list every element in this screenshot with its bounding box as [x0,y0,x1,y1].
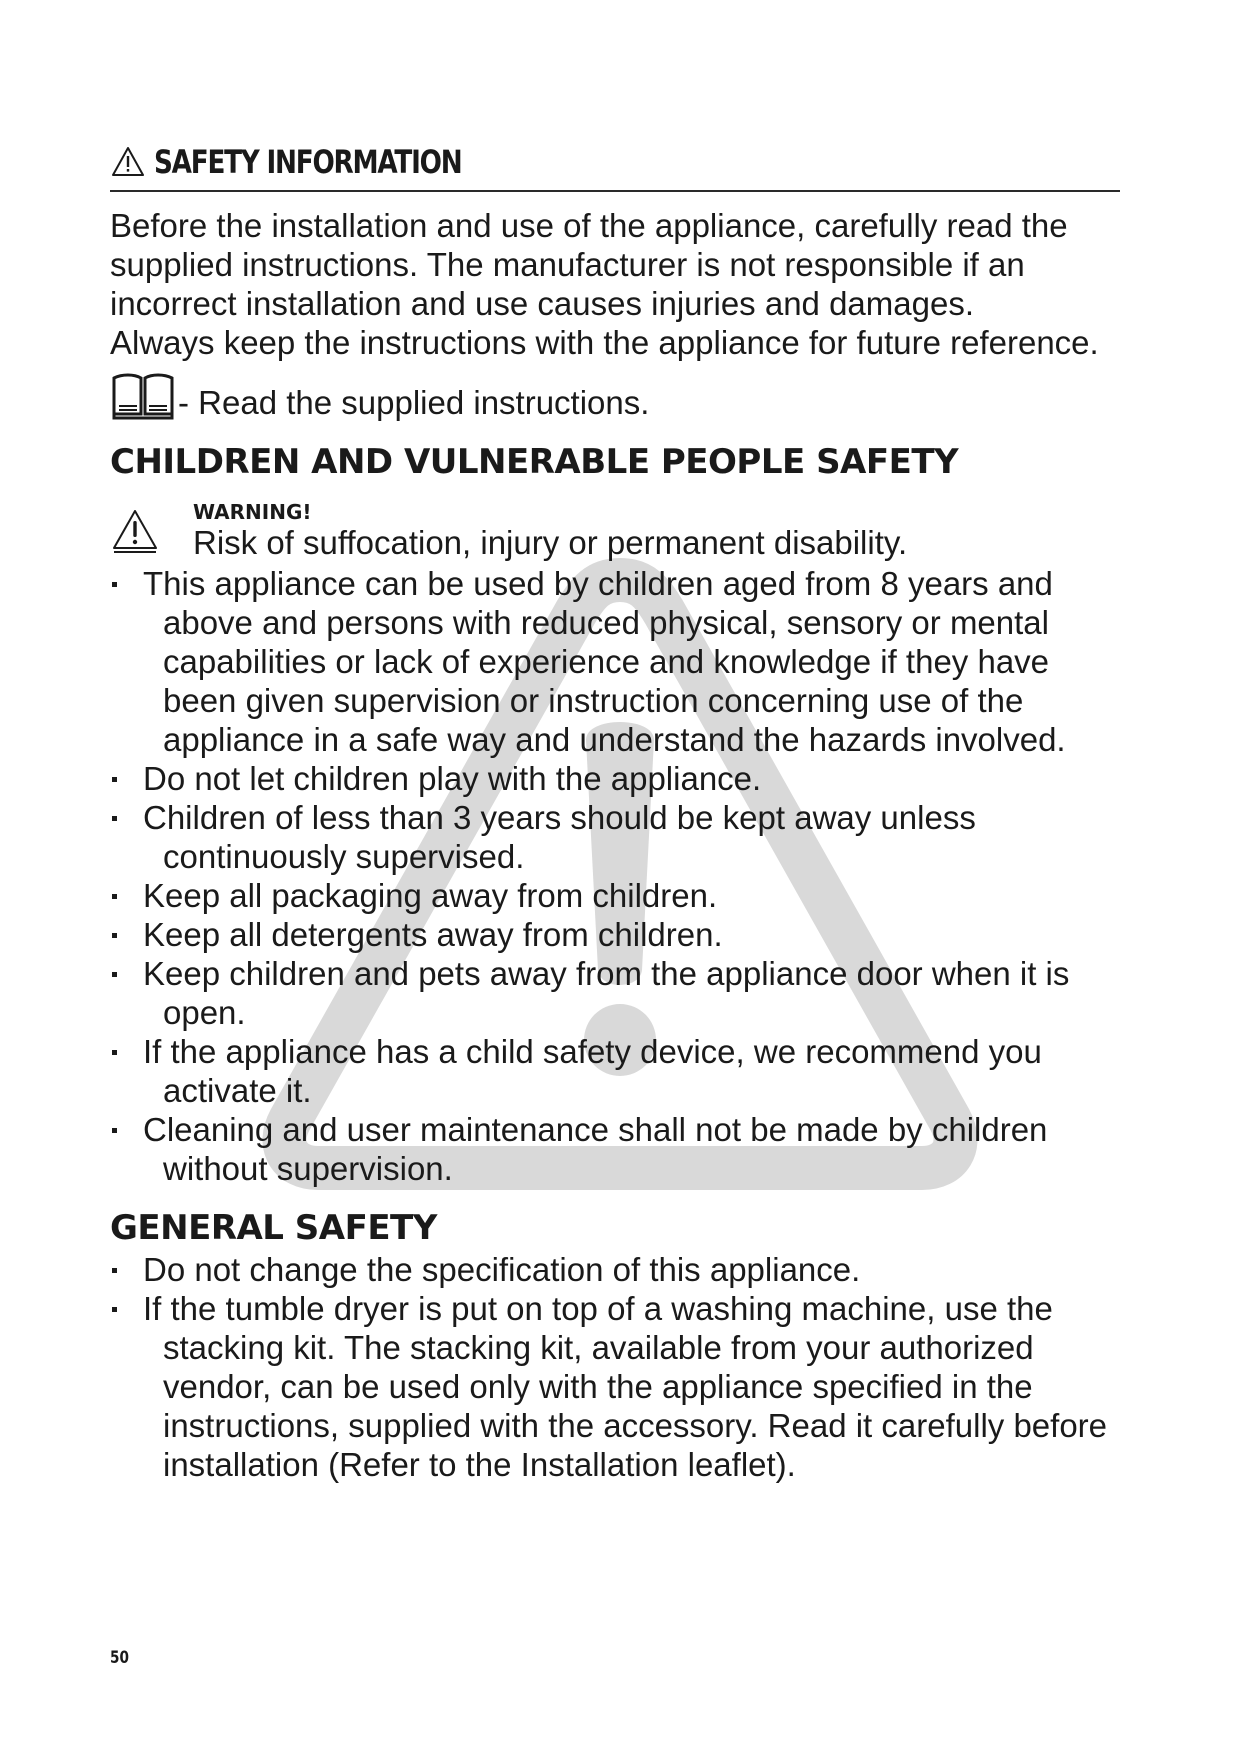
list-item: Do not let children play with the appliance. [110,759,1120,798]
general-safety-list [110,1250,1120,1484]
read-instructions-note [110,370,1120,422]
list-item: Children of less than 3 years should be kept away unless continuously supervised. [110,798,1120,876]
section-header [110,140,1120,184]
content [110,140,1120,1484]
intro-paragraph: Before the installation and use of the appliance, carefully read the supplied instructions. The manufacturer is not responsible if an incorrect installation and use causes injuries and damages. [110,207,1068,322]
section-title: SAFETY INFORMATION [154,143,462,181]
warning-box [110,500,1120,564]
warning-label: WARNING! [193,500,312,524]
general-safety-heading: GENERAL SAFETY [110,1208,437,1248]
children-safety-list [110,564,1120,1188]
list-item: Keep all packaging away from children. [110,876,1120,915]
section-divider [110,190,1120,192]
page-number: 50 [110,1648,129,1668]
read-instructions-text: - Read the supplied instructions. [178,384,650,421]
list-item: If the tumble dryer is put on top of a washing machine, use the stacking kit. The stacking kit, available from your authorized vendor, can be used only with the appliance specified in the instructions, supplied with the accessory. Read it carefully before installation (Refer to the Installation leaflet). [110,1289,1120,1484]
list-item: Do not change the specification of this appliance. [110,1250,1120,1289]
list-item: If the appliance has a child safety device, we recommend you activate it. [110,1032,1120,1110]
list-item: Keep children and pets away from the appliance door when it is open. [110,954,1120,1032]
book-icon [110,370,176,422]
list-item: This appliance can be used by children aged from 8 years and above and persons with reduced physical, sensory or mental capabilities or lack of experience and knowledge if they have been given supervision or instruction concerning use of the appliance in a safe way and understand the hazards involved. [110,564,1120,759]
list-item: Cleaning and user maintenance shall not be made by children without supervision. [110,1110,1120,1188]
warning-body: Risk of suffocation, injury or permanent disability. [193,524,908,561]
warning-text [193,500,907,564]
children-safety-heading: CHILDREN AND VULNERABLE PEOPLE SAFETY [110,442,959,482]
warning-triangle-icon [110,144,146,180]
list-item: Keep all detergents away from children. [110,915,1120,954]
intro-paragraph: Always keep the instructions with the appliance for future reference. [110,324,1099,361]
intro-text [110,206,1120,362]
warning-triangle-icon [110,506,160,556]
